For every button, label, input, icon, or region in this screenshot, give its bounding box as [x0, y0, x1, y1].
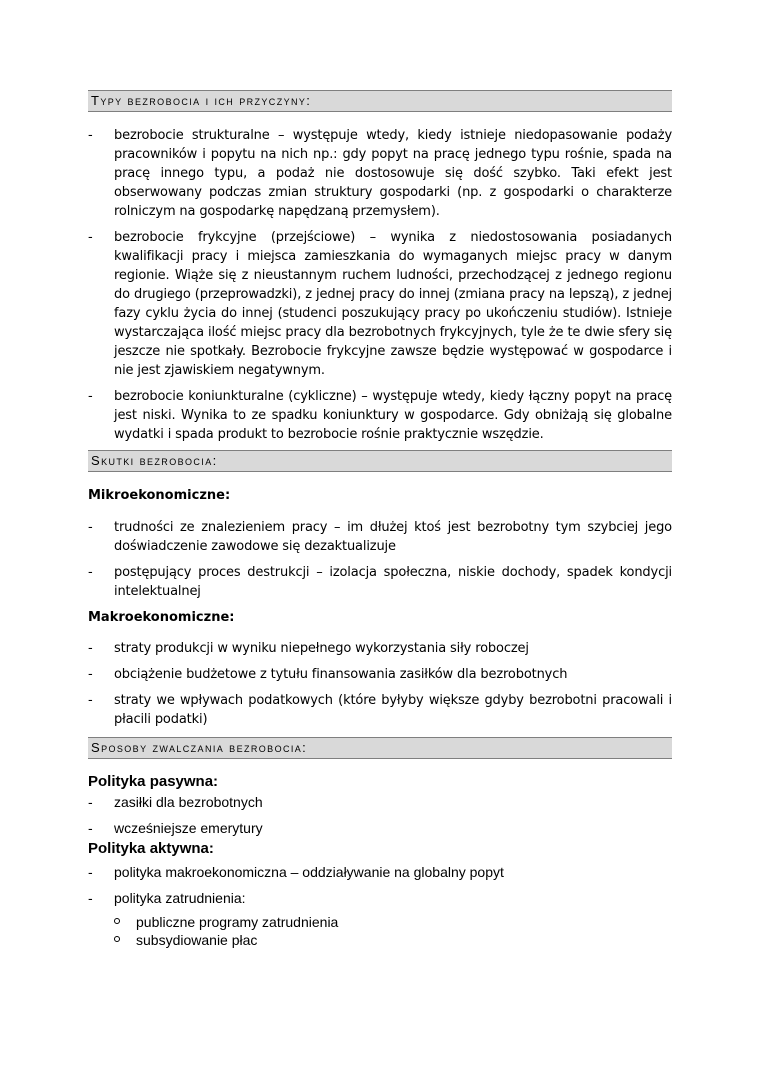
active-heading: Polityka aktywna: — [88, 840, 214, 857]
micro-heading: Mikroekonomiczne: — [88, 488, 231, 503]
circle-bullet-icon — [114, 918, 120, 924]
dash-marker: - — [88, 520, 93, 535]
macro-heading: Makroekonomiczne: — [88, 610, 235, 625]
dash-marker: - — [88, 794, 93, 810]
dash-marker: - — [88, 565, 93, 580]
dash-marker: - — [88, 667, 93, 682]
dash-marker: - — [88, 128, 93, 143]
circle-bullet-icon — [114, 936, 120, 942]
dash-marker: - — [88, 641, 93, 656]
list-item: - straty we wpływach podatkowych (które byłyby większe gdyby bezrobotni pracowali i płacili podatki) — [88, 693, 672, 727]
dash-marker: - — [88, 890, 93, 906]
list-item: - bezrobocie strukturalne – występuje wtedy, kiedy istnieje niedopasowanie podaży pracowników i popytu na nich np.: gdy popyt na pracę jednego typu rośnie, spada na pracę innego typu, a podaż nie dostosowuje się dość szybko. Taki efekt jest obserwowany podczas zmian struktury gospodarki (np. z gospodarki o charakterze rolniczym na gospodarkę napędzaną przemysłem). — [88, 128, 672, 219]
list-item: - trudności ze znalezieniem pracy – im dłużej ktoś jest bezrobotny tym szybciej jego doświadczenie zawodowe się dezaktualizuje — [88, 520, 672, 554]
section-heading-types: Typy bezrobocia i ich przyczyny: — [88, 90, 672, 112]
list-item: - polityka makroekonomiczna – oddziaływanie na globalny popyt — [88, 864, 504, 880]
employment-sublist — [88, 913, 672, 949]
list-item: - polityka zatrudnienia: — [88, 890, 246, 906]
types-list — [88, 126, 672, 444]
list-item: - bezrobocie koniunkturalne (cykliczne) – występuje wtedy, kiedy łączny popyt na pracę jest niski. Wynika to ze spadku koniunktury w gospodarce. Gdy obniżają się globalne wydatki i spada produkt to bezrobocie rośnie praktycznie wszędzie. — [88, 389, 672, 442]
passive-list — [88, 793, 672, 837]
list-item: - postępujący proces destrukcji – izolacja społeczna, niskie dochody, spadek kondycji intelektualnej — [88, 565, 672, 599]
active-list — [88, 863, 672, 907]
dash-marker: - — [88, 820, 93, 836]
list-item: - zasiłki dla bezrobotnych — [88, 794, 263, 810]
list-item: - bezrobocie frykcyjne (przejściowe) – wynika z niedostosowania posiadanych kwalifikacji pracy i miejsca zamieszkania do wymaganych miejsc pracy w danym regionie. Wiąże się z nieustannym ruchem ludności, przechodzącej z jednego regionu do drugiego (przeprowadzki), z jednej pracy do innej (zmiana pracy na lepszą), z jednej fazy cyklu życia do innej (studenci poszukujący pracy po ukończeniu studiów). Istnieje wystarczająca ilość miejsc pracy dla bezrobotnych frykcyjnych, tyle że te dwie sfery się jeszcze nie spotkały. Bezrobocie frykcyjne zawsze będzie występować w gospodarce i nie jest zjawiskiem negatywnym. — [88, 230, 672, 378]
section-heading-effects: Skutki bezrobocia: — [88, 450, 672, 472]
dash-marker: - — [88, 230, 93, 245]
document-content — [88, 90, 672, 949]
dash-marker: - — [88, 693, 93, 708]
list-item: - wcześniejsze emerytury — [88, 820, 263, 836]
dash-marker: - — [88, 864, 93, 880]
passive-heading: Polityka pasywna: — [88, 773, 219, 790]
list-item: publiczne programy zatrudnienia — [114, 913, 672, 931]
list-item: - straty produkcji w wyniku niepełnego wykorzystania siły roboczej — [88, 641, 529, 656]
section-heading-methods: Sposoby zwalczania bezrobocia: — [88, 737, 672, 759]
list-item: - obciążenie budżetowe z tytułu finansowania zasiłków dla bezrobotnych — [88, 667, 568, 682]
list-item: subsydiowanie płac — [114, 931, 672, 949]
micro-list — [88, 518, 672, 601]
macro-list — [88, 639, 672, 729]
dash-marker: - — [88, 389, 93, 404]
